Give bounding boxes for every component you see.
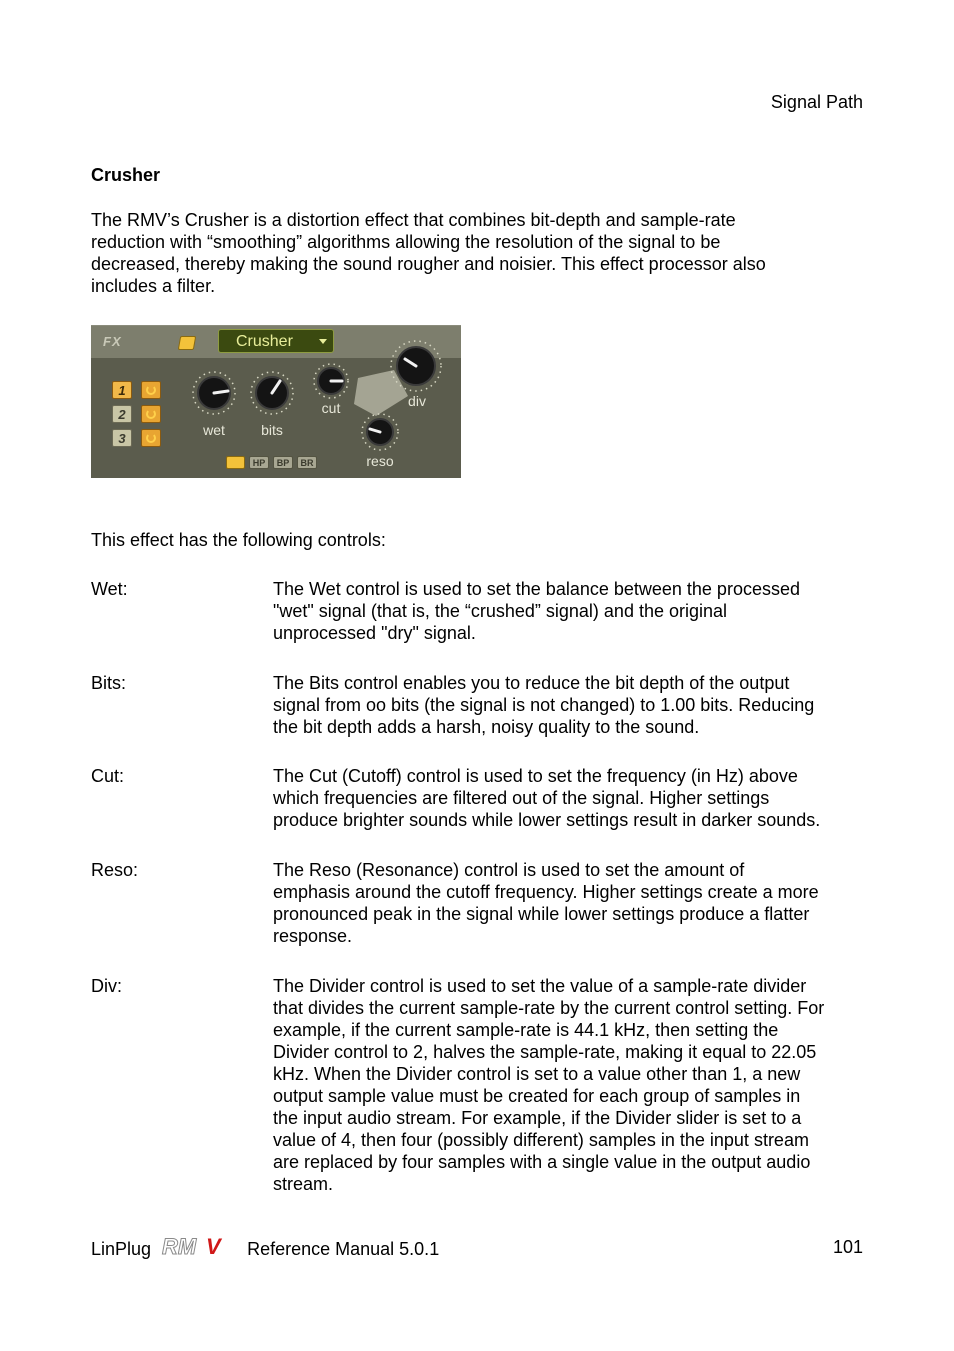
footer-manual-title: Reference Manual 5.0.1 (247, 1239, 440, 1259)
description-line: produce brighter sounds while lower settings result in darker sounds. (273, 810, 821, 830)
bits-knob[interactable] (249, 370, 295, 416)
power-icon (146, 385, 156, 395)
section-title: Crusher (91, 165, 161, 185)
power-icon (146, 433, 156, 443)
page-number: 101 (832, 1237, 863, 1257)
bits-description (273, 672, 871, 738)
reso-description (273, 859, 871, 947)
bits-label: bits (261, 422, 283, 438)
slot-1-power-button[interactable] (141, 381, 161, 399)
description-line: The Reso (Resonance) control is used to set the amount of (273, 860, 745, 880)
description-line: which frequencies are filtered out of the signal. Higher settings (273, 788, 770, 808)
description-line: signal from oo bits (the signal is not changed) to 1.00 bits. Reducing (273, 695, 815, 715)
slot-1-button[interactable]: 1 (112, 381, 132, 399)
description-line: that divides the current sample-rate by the current control setting. For (273, 998, 825, 1018)
svg-text:V: V (206, 1236, 221, 1258)
preset-dropdown-value: Crusher (236, 333, 293, 350)
bits-term: Bits: (91, 673, 127, 693)
description-line: stream. (273, 1174, 334, 1194)
reso-label: reso (366, 453, 394, 469)
slot-2-power-button[interactable] (141, 405, 161, 423)
intro-paragraph (91, 209, 871, 297)
cut-term: Cut: (91, 766, 125, 786)
intro-line: includes a filter. (91, 276, 216, 296)
description-line: example, if the current sample-rate is 44.1 kHz, then setting the (273, 1020, 779, 1040)
description-line: The Divider control is used to set the value of a sample-rate divider (273, 976, 807, 996)
description-line: The Wet control is used to set the balance between the processed (273, 579, 800, 599)
description-line: pronounced peak in the signal while lower settings produce a flatter (273, 904, 810, 924)
description-line: the input audio stream. For example, if the Divider slider is set to a (273, 1108, 802, 1128)
div-knob[interactable] (389, 339, 443, 393)
div-label: div (408, 393, 426, 409)
filter-hp-button[interactable]: HP (249, 456, 269, 469)
wet-term: Wet: (91, 579, 128, 599)
wet-label: wet (203, 422, 225, 438)
description-line: The Cut (Cutoff) control is used to set the frequency (in Hz) above (273, 766, 798, 786)
description-line: are replaced by four samples with a single value in the output audio (273, 1152, 811, 1172)
fx-enable-led[interactable] (178, 336, 196, 350)
power-icon (146, 409, 156, 419)
description-line: unprocessed "dry" signal. (273, 623, 476, 643)
description-line: kHz. When the Divider control is set to a value other than 1, a new (273, 1064, 801, 1084)
rmv-logo (160, 1236, 238, 1258)
description-line: emphasis around the cutoff frequency. Higher settings create a more (273, 882, 819, 902)
footer-brand: LinPlug (91, 1239, 152, 1259)
chevron-down-icon (319, 339, 327, 344)
filter-br-button[interactable]: BR (297, 456, 317, 469)
description-line: Divider control to 2, halves the sample-rate, making it equal to 22.05 (273, 1042, 817, 1062)
intro-line: decreased, thereby making the sound rougher and noisier. This effect processor also (91, 254, 766, 274)
preset-dropdown[interactable] (218, 329, 334, 353)
wet-knob[interactable] (191, 370, 237, 416)
intro-line: The RMV’s Crusher is a distortion effect that combines bit-depth and sample-rate (91, 210, 736, 230)
crusher-fx-panel (91, 325, 461, 478)
fx-label: FX (103, 334, 122, 349)
wet-description (273, 578, 871, 644)
description-line: the bit depth adds a harsh, noisy quality to the sound. (273, 717, 700, 737)
slot-2-button[interactable]: 2 (112, 405, 132, 423)
page-footer (91, 1236, 439, 1260)
cut-knob[interactable] (310, 362, 352, 400)
description-line: response. (273, 926, 353, 946)
controls-intro: This effect has the following controls: (91, 530, 386, 550)
running-header: Signal Path (770, 92, 863, 112)
slot-3-button[interactable]: 3 (112, 429, 132, 447)
description-line: The Bits control enables you to reduce the bit depth of the output (273, 673, 790, 693)
slot-3-power-button[interactable] (141, 429, 161, 447)
div-description (273, 975, 871, 1195)
description-line: "wet" signal (that is, the “crushed” signal) and the original (273, 601, 728, 621)
cut-description (273, 765, 871, 831)
reso-knob[interactable] (359, 412, 401, 452)
reso-term: Reso: (91, 860, 139, 880)
description-line: value of 4, then four (possibly different) samples in the input stream (273, 1130, 809, 1150)
filter-bp-button[interactable]: BP (273, 456, 293, 469)
cut-label: cut (321, 400, 341, 416)
intro-line: reduction with “smoothing” algorithms allowing the resolution of the signal to be (91, 232, 721, 252)
filter-enable-button[interactable] (226, 456, 245, 469)
svg-text:RM: RM (162, 1236, 197, 1258)
description-line: output sample value must be created for each group of samples in (273, 1086, 801, 1106)
div-term: Div: (91, 976, 122, 996)
